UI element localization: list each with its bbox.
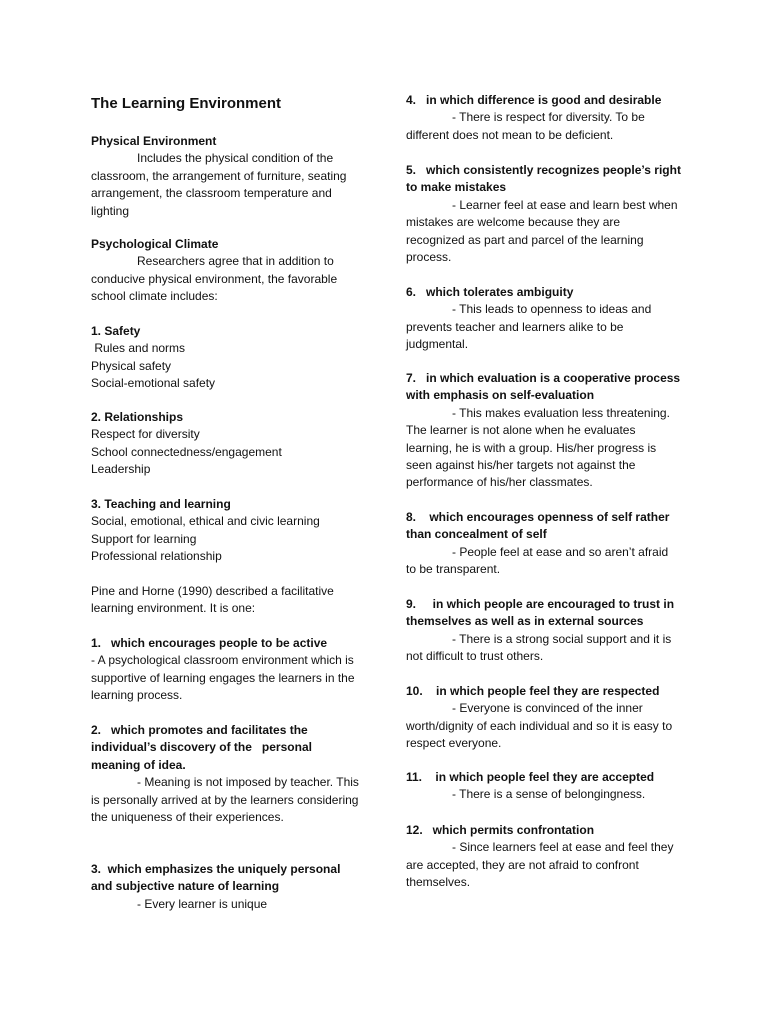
section-heading: Psychological Climate xyxy=(91,237,219,251)
paragraph-first-line: Includes the physical condition of the xyxy=(137,151,334,166)
item-body xyxy=(406,786,681,803)
list-item: Rules and norms xyxy=(91,341,186,356)
facilitative-item-1 xyxy=(91,635,363,705)
facilitative-item-8 xyxy=(406,509,681,579)
document-title: The Learning Environment xyxy=(91,95,282,112)
item-body xyxy=(406,405,681,492)
item-body xyxy=(406,839,681,891)
facilitative-item-6 xyxy=(406,284,681,354)
list-heading: 1. Safety xyxy=(91,324,141,338)
item-heading: 6. which tolerates ambiguity xyxy=(406,285,574,299)
psychological-climate-section xyxy=(91,236,363,306)
item-body xyxy=(406,700,681,752)
relationships-list xyxy=(91,409,363,479)
item-body xyxy=(406,544,681,579)
paragraph-rest: conducive physical environment, the favorable school climate includes: xyxy=(91,271,338,304)
item-body-first-line: - There is a sense of belongingness. xyxy=(452,787,646,802)
item-body xyxy=(406,197,681,267)
list-heading: 2. Relationships xyxy=(91,410,184,424)
item-body xyxy=(406,301,681,353)
item-body-rest: different does not mean to be deficient. xyxy=(406,127,614,142)
item-heading: 8. which encourages openness of self rather than concealment of self xyxy=(406,510,673,542)
item-body-first-line: - Since learners feel at ease and feel xyxy=(452,840,648,855)
item-body-rest: afraid to be transparent. xyxy=(406,544,669,577)
item-body xyxy=(91,774,363,826)
item-heading: 9. in which people are encouraged to trust in themselves as well as in external sources xyxy=(406,597,678,629)
facilitative-item-9 xyxy=(406,596,681,666)
item-heading: 7. in which evaluation is a cooperative process with emphasis on self-evaluation xyxy=(406,371,684,403)
facilitative-item-11 xyxy=(406,769,681,804)
list-item: Social, emotional, ethical and civic learning xyxy=(91,514,320,529)
item-body-first-line: - Meaning is not imposed by teacher. xyxy=(137,775,334,790)
item-body-rest: is not difficult to trust others. xyxy=(406,631,672,664)
item-heading: 12. which permits confrontation xyxy=(406,823,595,837)
item-heading: 3. which emphasizes the uniquely personal and subjective nature of learning xyxy=(91,862,344,894)
list-item: Respect for diversity xyxy=(91,427,200,442)
paragraph-rest: classroom, the arrangement of furniture, seating arrangement, the classroom temperature and lighting xyxy=(91,168,347,218)
item-heading: 2. which promotes and facilitates the individual’s discovery of the personal meaning of idea. xyxy=(91,723,316,772)
list-item: Physical safety xyxy=(91,358,172,373)
physical-environment-section xyxy=(91,133,363,220)
list-item: School connectedness/engagement xyxy=(91,444,282,459)
facilitative-item-5 xyxy=(406,162,685,266)
item-body-rest: worth/dignity of each individual and so it is easy to respect everyone. xyxy=(406,718,673,751)
paragraph-first-line: Researchers agree that in addition to xyxy=(137,254,334,269)
list-item: Support for learning xyxy=(91,531,197,546)
item-body xyxy=(91,896,363,913)
safety-list xyxy=(91,323,363,393)
item-body xyxy=(406,109,681,144)
facilitative-item-4 xyxy=(406,92,681,144)
pine-horne-paragraph: Pine and Horne (1990) described a facilitative learning environment. It is one: xyxy=(91,584,334,616)
item-body xyxy=(406,631,681,666)
list-item: Professional relationship xyxy=(91,549,222,564)
item-body-first-line: - This makes evaluation less xyxy=(452,405,604,420)
item-body-first-line: - There is respect for diversity. To be xyxy=(452,110,645,125)
item-body-rest: when mistakes are welcome because they are recognized as part and parcel of the learning process. xyxy=(406,197,678,265)
item-heading: 4. in which difference is good and desirable xyxy=(406,93,662,107)
item-body-first-line: - There is a strong social support and it xyxy=(452,631,660,646)
list-item: Leadership xyxy=(91,462,151,477)
item-heading: 11. in which people feel they are accepted xyxy=(406,770,655,784)
item-body-rest: prevents teacher and learners alike to be judgmental. xyxy=(406,319,624,352)
item-body-first-line: - People feel at ease and so aren’t xyxy=(452,544,635,559)
item-heading: 5. which consistently recognizes people’s right to make mistakes xyxy=(406,163,685,195)
item-body-first-line: - Every learner is unique xyxy=(137,896,268,911)
facilitative-item-12 xyxy=(406,822,681,892)
item-heading: 1. which encourages people to be active xyxy=(91,636,328,650)
list-heading: 3. Teaching and learning xyxy=(91,497,231,511)
section-heading: Physical Environment xyxy=(91,134,217,148)
item-body-first-line: - Learner feel at ease and learn best xyxy=(452,197,646,212)
item-body: - A psychological classroom environment which is supportive of learning engages the learners in the learning process. xyxy=(91,653,355,703)
list-item: Social-emotional safety xyxy=(91,376,216,391)
item-heading: 10. in which people feel they are respected xyxy=(406,684,660,698)
facilitative-item-7 xyxy=(406,370,684,492)
teaching-learning-list xyxy=(91,496,363,566)
paragraph xyxy=(91,253,363,305)
item-body-first-line: - This leads to openness to ideas and xyxy=(452,302,652,317)
facilitative-item-2 xyxy=(91,722,363,826)
item-body-rest: they are accepted, they are not afraid to confront themselves. xyxy=(406,840,674,890)
item-body-rest: This is personally arrived at by the learners considering the uniqueness of their experiences. xyxy=(91,775,359,825)
paragraph xyxy=(91,150,363,220)
facilitative-item-3 xyxy=(91,861,363,913)
facilitative-item-10 xyxy=(406,683,681,753)
item-body-first-line: - Everyone is convinced of the inner xyxy=(452,701,643,716)
item-body-rest: threatening. The learner is not alone when he evaluates learning, he is with a group. His/her progress is seen against his/her targets not against the performance of his/her classmates. xyxy=(406,405,670,490)
